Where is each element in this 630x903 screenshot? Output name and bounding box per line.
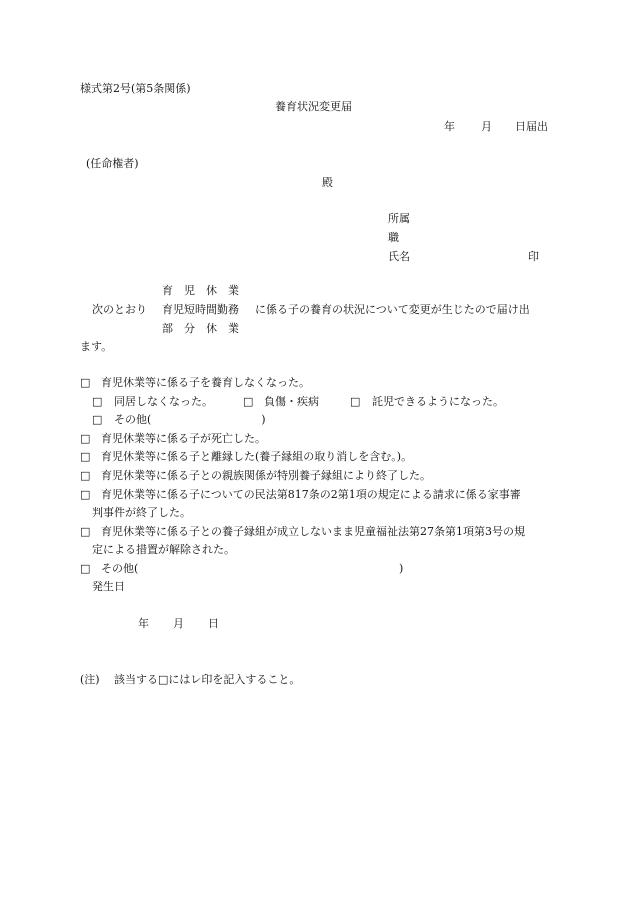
- occurrence-day-label: 日: [208, 617, 219, 630]
- item-dissolved: 育児休業等に係る子と離縁した(養子縁組の取り消しを含む。)。: [101, 450, 413, 463]
- item-civil-code-line1: 育児休業等に係る子についての民法第817条の2第1項の規定による請求に係る家事審: [101, 488, 521, 501]
- occurrence-month-label: 月: [173, 617, 184, 630]
- item-special-adoption: 育児休業等に係る子との親族関係が特別養子縁組により終了した。: [101, 469, 431, 482]
- date-month-label: 月: [481, 120, 492, 133]
- item-other-open: その他(: [101, 562, 139, 575]
- dept-label: 所属: [388, 212, 410, 225]
- position-label: 職: [388, 231, 399, 244]
- item-other-close: ): [399, 562, 404, 575]
- checkbox-other[interactable]: □: [80, 562, 91, 575]
- item-sub-other: その他( ): [114, 413, 266, 426]
- checkbox-welfare-act[interactable]: □: [80, 525, 91, 538]
- name-label: 氏名: [388, 250, 410, 263]
- item-no-longer-raising: 育児休業等に係る子を養育しなくなった。: [101, 376, 310, 389]
- checkbox-dissolved[interactable]: □: [80, 450, 91, 463]
- date-year-label: 年: [444, 120, 455, 133]
- checkbox-daycare[interactable]: □: [350, 395, 361, 408]
- honorific: 殿: [322, 176, 333, 189]
- seal-mark: 印: [528, 250, 539, 263]
- checkbox-separated[interactable]: □: [92, 395, 103, 408]
- checkbox-special-adoption[interactable]: □: [80, 469, 91, 482]
- intro-continuation: ます。: [80, 340, 113, 353]
- note-text: 該当する□にはレ印を記入すること。: [114, 673, 301, 686]
- item-welfare-act-line2: 定による措置が解除された。: [92, 543, 235, 556]
- date-day-label: 日届出: [515, 120, 548, 133]
- intro-lead: 次のとおり: [92, 303, 147, 316]
- leave-type-partial: 部 分 休 業: [162, 322, 239, 335]
- intro-sentence: に係る子の養育の状況について変更が生じたので届け出: [255, 303, 530, 316]
- occurrence-year-label: 年: [138, 617, 149, 630]
- note-label: (注): [80, 673, 100, 686]
- item-separated: 同居しなくなった。: [114, 395, 213, 408]
- appointer-label: (任命権者): [86, 157, 139, 170]
- leave-type-short-hours: 育児短時間勤務: [162, 303, 239, 316]
- item-injury: 負傷・疾病: [264, 395, 319, 408]
- checkbox-civil-code[interactable]: □: [80, 488, 91, 501]
- occurrence-label: 発生日: [92, 580, 125, 593]
- form-number: 様式第2号(第5条関係): [80, 82, 191, 95]
- item-daycare: 託児できるようになった。: [372, 395, 504, 408]
- item-died: 育児休業等に係る子が死亡した。: [101, 432, 266, 445]
- checkbox-injury[interactable]: □: [243, 395, 254, 408]
- page-title: 養育状況変更届: [275, 100, 352, 113]
- leave-type-childcare: 育 児 休 業: [162, 284, 239, 297]
- item-civil-code-line2: 判事件が終了した。: [92, 506, 191, 519]
- checkbox-no-longer-raising[interactable]: □: [80, 376, 91, 389]
- item-welfare-act-line1: 育児休業等に係る子との養子縁組が成立しないまま児童福祉法第27条第1項第3号の規: [101, 525, 525, 538]
- checkbox-sub-other[interactable]: □: [92, 413, 103, 426]
- checkbox-died[interactable]: □: [80, 432, 91, 445]
